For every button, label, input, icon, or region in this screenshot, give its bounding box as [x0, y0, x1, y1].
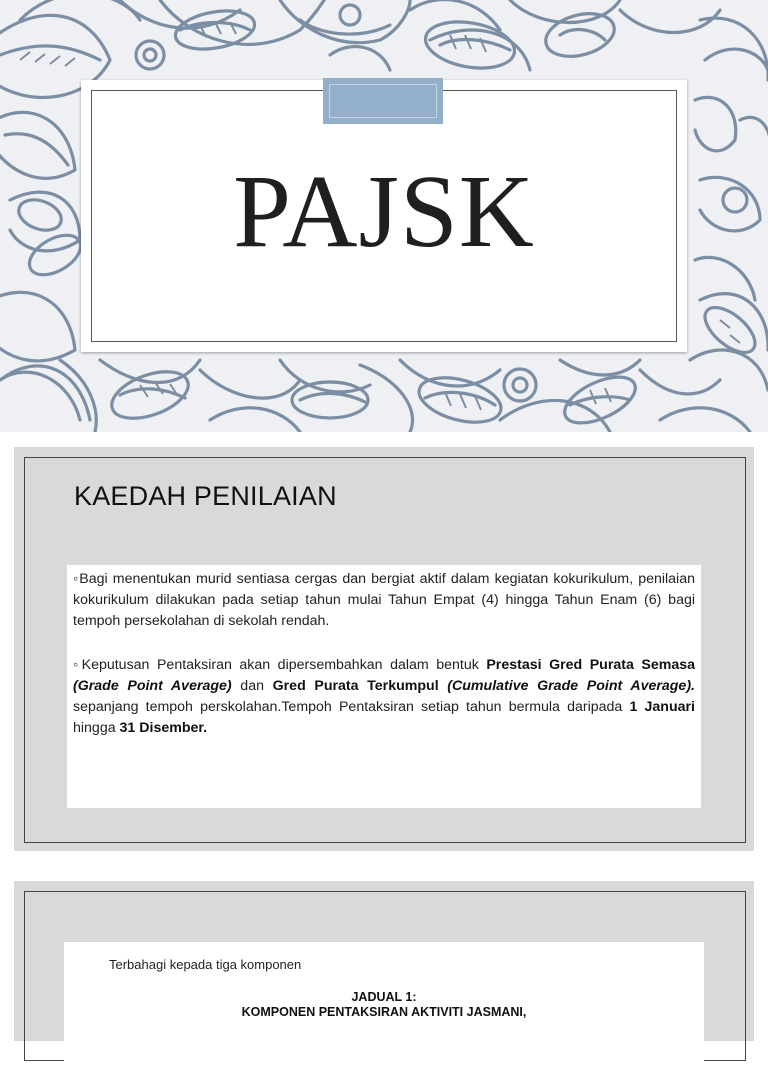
bullet-marker: ◦ [73, 571, 80, 587]
paragraph-1 [73, 569, 695, 632]
paragraph-2-text: hingga [73, 720, 120, 736]
paragraph-2-text: sepanjang tempoh perskolahan.Tempoh Pentaksiran setiap tahun bermula daripada [73, 699, 630, 715]
paragraph-2 [73, 655, 695, 739]
end-date: 31 Disember. [119, 720, 208, 736]
bullet-marker: ◦ [73, 657, 82, 673]
table-title [64, 990, 704, 1020]
content-box [67, 565, 701, 808]
title-accent-tab [323, 78, 443, 124]
title-slide [0, 0, 768, 432]
title-card [81, 80, 687, 352]
table-title-line-2: KOMPONEN PENTAKSIRAN AKTIVITI JASMANI, [241, 1005, 527, 1019]
paragraph-1-text: Bagi menentukan murid sentiasa cergas dan bergiat aktif dalam kegiatan kokurikulum, penilaian kokurikulum dilakukan pada setiap tahun mulai Tahun Empat (4) hingga Tahun Enam (6) bagi tempoh persekolahan di sekolah rendah. [73, 571, 695, 629]
paragraph-2-text: Keputusan Pentaksiran akan dipersembahkan dalam bentuk [81, 657, 487, 673]
term-cgpa-english: (Cumulative Grade Point Average). [447, 678, 695, 694]
assessment-method-slide [14, 447, 754, 851]
intro-text: Terbahagi kepada tiga komponen [109, 957, 302, 972]
term-cgpa: Gred Purata Terkumpul [272, 678, 439, 694]
term-gpa-english: (Grade Point Average) [73, 678, 232, 694]
paragraph-2-text: dan [231, 678, 273, 694]
content-box [64, 942, 704, 1082]
components-slide [14, 881, 754, 1041]
slide-title: PAJSK [233, 154, 535, 269]
table-title-line-1: JADUAL 1: [351, 990, 417, 1004]
slide-heading: KAEDAH PENILAIAN [74, 481, 337, 511]
term-gpa: Prestasi Gred Purata Semasa [486, 657, 696, 673]
start-date: 1 Januari [629, 699, 695, 715]
